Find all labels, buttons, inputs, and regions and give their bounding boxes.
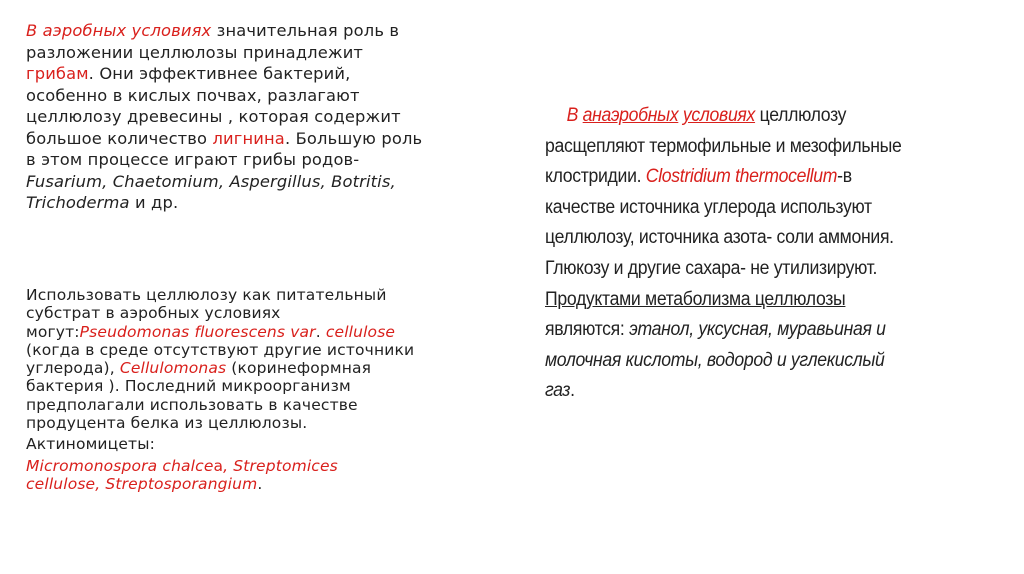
aerobic-line-5: целлюлозу древесины , которая содержит [26,107,401,126]
fungal-genera-line-2: Trichoderma и др. [26,193,179,212]
substrate-text [26,286,486,432]
anaerobic-intro-highlight: В анаэробных условиях [566,104,756,126]
aerobic-paragraph [26,20,486,214]
anaerobic-line-4: качестве источника углерода используют [545,195,872,218]
actinomycetes-list [26,457,486,494]
pseudomonas-term: Pseudomonas fluorescens var [79,322,316,341]
metabolism-products-heading: Продуктами метаболизма целлюлозы [545,287,846,310]
clostridium-term: Clostridium thermocellum [645,165,838,188]
anaerobic-line-1: В анаэробных условиях целлюлозу [566,104,847,126]
substrate-line-8: продуцента белка из целлюлозы. [26,414,308,433]
fungi-term: грибам [26,64,89,83]
anaerobic-line-10: газ. [545,379,575,402]
aerobic-line-1: В аэробных условиях значительная роль в [26,21,400,40]
actinomycetes-line-2: cellulose, Streptosporangium. [26,474,263,493]
substrate-line-3: могут:Pseudomonas fluorescens var. cellulose [26,322,396,341]
fungal-genera-line-1: Fusarium, Chaetomium, Aspergillus, Botritis, [26,171,396,191]
anaerobic-line-6: Глюкозу и другие сахара- не утилизируют. [545,256,878,279]
anaerobic-line-8: являются: этанол, уксусная, муравьиная и [545,318,886,341]
substrate-line-6: бактерия ). Последний микроорганизм [26,377,351,396]
anaerobic-line-5: целлюлозу, источника азота- соли аммония. [545,226,894,249]
aerobic-line-2: разложении целлюлозы принадлежит [26,42,364,62]
substrate-line-4: (когда в среде отсутствуют другие источники [26,340,415,359]
aerobic-line-7: в этом процессе играют грибы родов- [26,150,360,169]
substrate-line-7: предполагали использовать в качестве [26,395,358,414]
substrate-line-2: субстрат в аэробных условиях [26,304,281,323]
aerobic-line-3: грибам. Они эффективнее бактерий, [26,64,351,83]
anaerobic-paragraph [545,100,941,406]
lignin-term: лигнина [212,128,285,148]
substrate-line-5: углерода), Cellulomonas (коринеформная [26,359,372,378]
anaerobic-line-9: молочная кислоты, водород и углекислый [545,348,885,371]
substrate-paragraph [26,286,486,493]
anaerobic-line-2: расщепляют термофильные и мезофильные [545,134,902,157]
substrate-line-1: Использовать целлюлозу как питательный [26,286,387,304]
cellulose-term: cellulose [325,322,396,341]
aerobic-line-6: большое количество лигнина. Большую роль [26,128,423,148]
anaerobic-line-3: клостридии. Clostridium thermocellum-в [545,165,852,188]
aerobic-line-4: особенно в кислых почвах, разлагают [26,85,360,105]
actinomycetes-line-1: Micromonospora chalcea, Streptomices [26,456,338,475]
aerobic-intro-highlight: В аэробных условиях [26,21,212,40]
actinomycetes-heading: Актиномицеты: [26,435,155,454]
cellulomonas-term: Cellulomonas [119,359,227,378]
